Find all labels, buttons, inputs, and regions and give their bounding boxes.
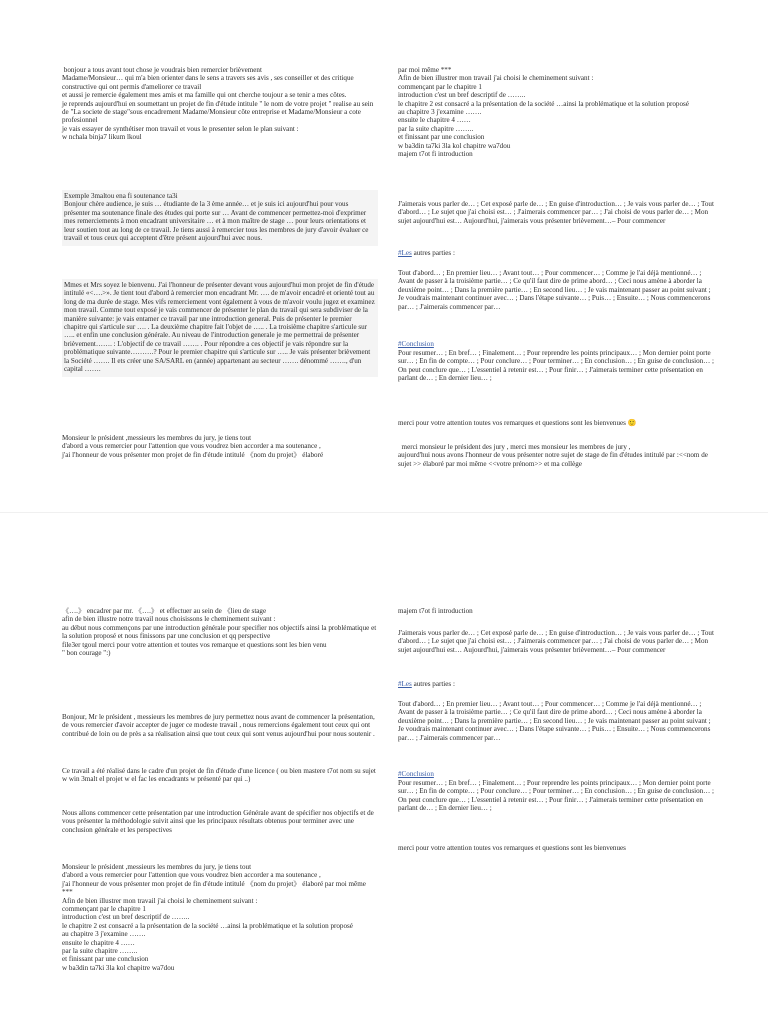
hashtag-link-conclusion-2[interactable]: #Conclusion [398,770,434,778]
paragraph-monsieur-president-2: Monsieur le président ,messieurs les membres du jury, je tiens tout d'abord a vous remercier pour l'attention que vous voudrez bien accorder a ma soutenance , j'ai l'honneur de vous présenter mon projet de fin d'étude intitulé 《nom du projet》 élaboré par moi même *** Afin de bien illustrer mon travail j'ai choisi le cheminement suivant : commençant par le chapitre 1 introduction c'est un bref descriptif de …….. le chapitre 2 est consacré a la présentation de la société …ainsi la problématique et la solution proposé au chapitre 3 j'examine ……. ensuite le chapitre 4 …… par la suite chapitre …….. et finissant par une conclusion w ba3din ta7ki 3la kol chapitre wa7dou [62,863,366,972]
hashtag-link-les[interactable]: #Les [398,249,412,257]
heading-conclusion-2 [398,770,716,778]
paragraph-thanks-intro: bonjour a tous avant tout chose je voudrais bien remercier brièvement Madame/Monsieur… qui m'a bien orienter dans le sens a travers ses avis , ses conseiller et des critique constructive qui ont permis d'ameliorer ce travail et aussi je remercie également mes amis et ma famille qui ont cherche toujour a se tenir a mes côtes. je reprends aujourd'hui en soumettant un projet de fin d'étude intitule " le nom de votre projet " realise au sein de "La societe de stage"sous encadrement Madame/Monsieur côte entreprise et Madame/Monsieur a cote profesionnel je vais essayer de synthétiser mon travail et vous le presenter selon le plan suivant : w nchala binja7 likum lkoul [62,66,374,142]
paragraph-bonjour-president: Bonjour, Mr le président , messieurs les membres de jury permettez nous avant de commencer la présentation, de vous remercier d'avoir accepter de juger ce modeste travail , nous remercions également tout ceux qui ont contribué de loin ou de près a sa réalisation ainsi que tout ceux qui sont venus aujourd'hui pour nous soutenir . [62,713,377,738]
heading-autres-parties-text-2: autres parties : [411,680,455,688]
document-page-2 [0,512,768,1025]
paragraph-monsieur-president: Monsieur le président ,messieurs les membres du jury, je tiens tout d'abord a vous remercier pour l'attention que vous voudrez bien accorder a ma soutenance , j'ai l'honneur de vous présenter mon projet de fin d'étude intitulé 《nom du projet》 élaboré [62,434,324,459]
document-page-1 [0,0,768,512]
paragraph-cadre-projet: Ce travail a été réalisé dans le cadre d'un projet de fin d'étude d'une licence ( ou bien mastere t7ot nom su sujet w win 3malt el projet w el fac les encadrants w présenté par qui ..) [62,767,378,784]
paragraph-intro-phrases: J'aimerais vous parler de… ; Cet exposé parle de… ; En guise d'introduction… ; Je vais vous parler de… ; Tout d'abord… ; Le sujet que j'ai choisi est… ; J'aimerais commencer par… ; J'ai choisi de vous parler de… ; Mon sujet aujourd'hui est… Aujourd'hui, j'aimerais vous présenter brièvement…– Pour commencer [398,200,716,225]
page-1-left-column [62,0,378,512]
page-1-right-column [398,0,716,512]
paragraph-encadrer: 《….》 encadrer par mr. 《….》 et effectuer au sein de 《lieu de stage afin de bien illustre notre travail nous choisissons le cheminement suivant : au début nous commençons par une introduction générale pour specifier nos objectifs ainsi la problématique et la solution proposé et nous finissons par une conclusion et qq perspective file3er tgoul merci pour votre attention et toutes vos remarque et questions sont les bien venu " bon courage ":) [62,607,377,658]
paragraph-cheminement: par moi même *** Afin de bien illustrer mon travail j'ai choisi le cheminement suivant : commençant par le chapitre 1 introduction c'est un bref descriptif de …….. le chapitre 2 est consacré a la présentation de la société …ainsi la problématique et la solution proposé au chapitre 3 j'examine ……. ensuite le chapitre 4 …… par la suite chapitre …….. et finissant par une conclusion w ba3din ta7ki 3la kol chapitre wa7dou majem t7ot fi introduction [398,66,689,159]
paragraph-intro-phrases-2: J'aimerais vous parler de… ; Cet exposé parle de… ; En guise d'introduction… ; Je vais vous parler de… ; Tout d'abord… ; Le sujet que j'ai choisi est… ; J'aimerais commencer par… ; J'ai choisi de vous parler de… ; Mon sujet aujourd'hui est… Aujourd'hui, j'aimerais vous présenter brièvement…– Pour commencer [398,629,716,654]
hashtag-link-conclusion[interactable]: #Conclusion [398,340,434,348]
page-2-right-column [398,513,716,1025]
paragraph-majem-intro: majem t7ot fi introduction [398,607,473,615]
heading-autres-parties [398,249,716,257]
paragraph-merci-attention-2: merci pour votre attention toutes vos remarques et questions sont les bienvenues [398,844,626,852]
heading-conclusion [398,340,716,348]
paragraph-mmes-mrs: Mmes et Mrs soyez le bienvenu. J'ai l'honneur de présenter devant vous aujourd'hui mon projet de fin d'étude intitulé «<….>». Je tient tout d'abord à remercier mon encadrant Mr. …. de m'avoir encadré et orienté tout au long de ma durée de stage. Mes vifs remerciement vont également à vous de m'avoir voulu jugez et examinez mon travail. Comme tout exposé je vais commencer de présenter le plan du travail qui sera subdiviser de la manière suivante: je vais entamer ce travail par une introduction general. Puis de présenter le premier chapitre qui s'articule sur …. . La deuxième chapitre fait l'objet de ….. . La troisième chapitre s'articule sur ….. et enfin une conclusion générale. Au niveau de l'introduction generale je me permettrai de présenter brièvement……. : L'objectif de ce travail ……. . Pour répondre a ces objectif je vais répondre sur la problématique suivante……….? Pour le premier chapitre qui s'articule sur ….. Je vais présenter brièvement la Société ……. Il ets créer une SA/SARL en (année) appartenant au secteur ……. dénommé ……., d'un capital ……. [62,279,378,377]
paragraph-conclusion-phrases-2: Pour resumer… ; En bref… ; Finalement… ; Pour reprendre les points principaux… ; Mon dernier point porte sur… ; En fin de compte… ; Pour conclure… ; Pour terminer… ; En conclusion… ; En guise de conclusion… ; On peut conclure que… ; L'essentiel à retenir est… ; Pour finir… ; J'aimerais terminer cette présentation en parlant de… ; En dernier lieu… ; [398,779,716,813]
paragraph-example-soutenance: Exemple 3maltou ena fi soutenance ta3i Bonjour chère audience, je suis … étudiante de la 3 ème année… et je suis ici aujourd'hui pour vous présenter ma soutenance finale des études qui porte sur … Avant de commencer permettez-moi d'exprimer mes remerciements à mon encadrant universitaire … et à mon maître de stage … pour leurs orientations et leur soutien tout au long de ce travail. Je tiens aussi à remercier tous les membres de jury d'avoir évaluer ce travail et tous ceux qui acceptent d'être présent aujourd'hui avec nous. [62,190,378,246]
paragraph-introduction-generale: Nous allons commencer cette présentation par une introduction Générale avant de spécifier nos objectifs et de vous présenter la méthodologie suivit ainsi que les principaux résultats obtenus pour terminer avec une conclusion générale et les perspectives [62,809,376,834]
paragraph-merci-attention: merci pour votre attention toutes vos remarques et questions sont les bienvenues 🙂 [398,419,637,427]
paragraph-conclusion-phrases: Pour resumer… ; En bref… ; Finalement… ; Pour reprendre les points principaux… ; Mon dernier point porte sur… ; En fin de compte… ; Pour conclure… ; Pour terminer… ; En conclusion… ; En guise de conclusion… ; On peut conclure que… ; L'essentiel à retenir est… ; Pour finir… ; J'aimerais terminer cette présentation en parlant de… ; En dernier lieu… ; [398,349,716,383]
paragraph-transition-phrases: Tout d'abord… ; En premier lieu… ; Avant tout… ; Pour commencer… ; Comme je l'ai déjà mentionné… ; Avant de passer à la troisième partie… ; Ce qu'il faut dire de prime abord… ; Ceci nous amène à aborder la deuxième point… ; Dans la première partie… ; En second lieu… ; Je vais maintenant passer au point suivant ; Je voudrais maintenant continuer avec… ; Dans l'étape suivante… ; Puis… ; Ensuite… ; Nous commencerons par… ; J'aimerais commencer par… [398,269,713,311]
heading-autres-parties-2 [398,680,716,688]
paragraph-transition-phrases-2: Tout d'abord… ; En premier lieu… ; Avant tout… ; Pour commencer… ; Comme je l'ai déjà mentionné… ; Avant de passer à la troisième partie… ; Ce qu'il faut dire de prime abord… ; Ceci nous amène à aborder la deuxième point… ; Dans la première partie… ; En second lieu… ; Je vais maintenant passer au point suivant ; Je voudrais maintenant continuer avec… ; Dans l'étape suivante… ; Puis… ; Ensuite… ; Nous commencerons par… ; J'aimerais commencer par… [398,700,713,742]
paragraph-merci-president: merci monsieur le président des jury , merci mes monsieur les membres de jury , aujourd'hui nous avons l'honneur de vous présenter notre sujet de stage de fin d'études intitulé par :<<nom de sujet >> élaboré par moi même <<votre prénom>> et ma collège [398,443,708,468]
page-2-left-column [62,513,378,1025]
hashtag-link-les-2[interactable]: #Les [398,680,412,688]
heading-autres-parties-text: autres parties : [411,249,455,257]
